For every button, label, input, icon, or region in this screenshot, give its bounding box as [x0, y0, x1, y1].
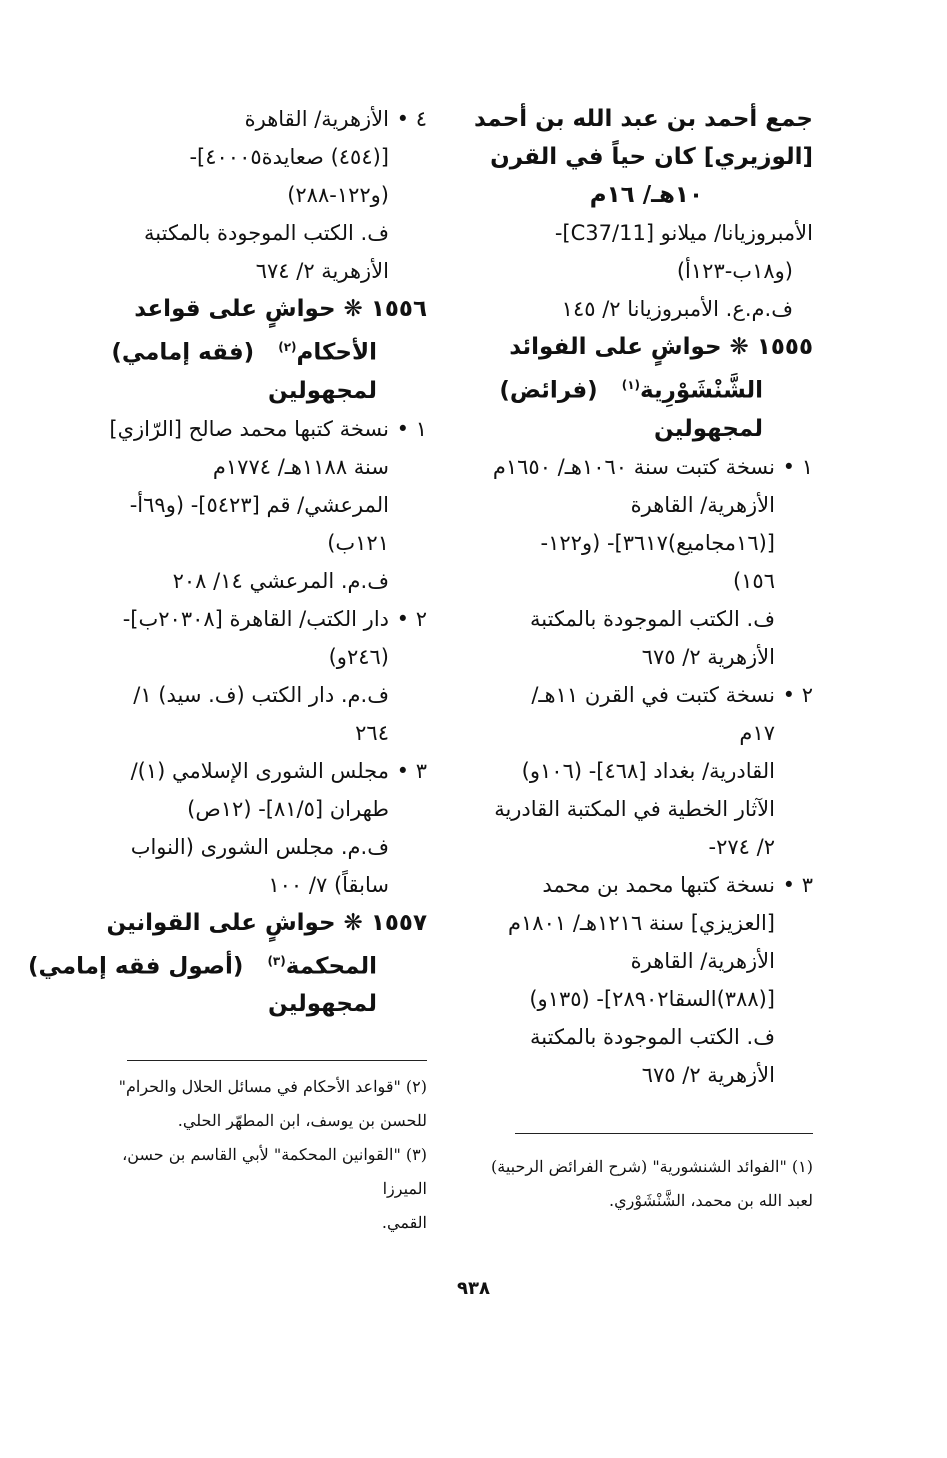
entry-author: لمجهولين [654, 415, 763, 442]
footnote-line: (٣) "القوانين المحكمة" لأبي القاسم بن حسن، الميرزا [122, 1145, 427, 1198]
manuscript-entry [485, 448, 813, 676]
intro-line: ف.م.ع. الأمبروزيانا ٢/ ١٤٥ [561, 297, 793, 321]
footnote-ref: (٣) [267, 953, 286, 968]
manuscript-line: الأزهرية ٢/ ٦٧٤ [255, 259, 389, 283]
manuscript-entry [485, 676, 813, 866]
manuscript-line: ١٢١ب) [327, 530, 389, 555]
manuscript-line: [(٤٥٤) صعايدة٤٠٠٠٥]- [189, 145, 389, 169]
entry-title-1555: ١٥٥٥ ❋ حواشٍ على الفوائد [509, 334, 813, 360]
manuscript-line: ف. الكتب الموجودة بالمكتبة [530, 1024, 775, 1049]
manuscript-line: القادرية/ بغداد [٤٦٨]- (١٠٦و) [521, 758, 775, 783]
manuscript-number: ١ • [782, 454, 813, 479]
entry-subtitle-1556 [97, 328, 427, 372]
intro-line: (و١٨ب-١٢٣أ) [676, 259, 793, 283]
footnote-ref: (١) [621, 378, 641, 392]
manuscript-line: الأزهرية/ القاهرة [630, 492, 775, 517]
intro-line: الأمبروزيانا/ ميلانو [C37/11]- [554, 221, 813, 245]
manuscript-line: نسخة كتبها محمد صالح [الرّازي] [109, 416, 389, 441]
manuscript-line: (و١٢٢-٢٨٨) [287, 183, 389, 207]
footnote-divider [127, 1060, 427, 1061]
manuscript-line: نسخة كتبها محمد بن محمد [542, 872, 775, 897]
manuscript-line: نسخة كتبت في القرن ١١هـ/ [531, 682, 775, 707]
manuscript-line: ف.م. مجلس الشورى (النواب [130, 834, 389, 859]
manuscript-line: سابقاً) ٧/ ١٠٠ [268, 872, 389, 897]
manuscript-line: ٢/ ٢٧٤- [708, 834, 775, 859]
manuscript-line: [(١٦مجاميع)٣٦١٧]- (و١٢٢- [540, 530, 775, 555]
entry-genre: (فقه إمامي) [111, 339, 255, 366]
entry-author: لمجهولين [268, 377, 377, 404]
manuscript-line: الأزهرية ٢/ ٦٧٥ [641, 644, 775, 669]
manuscript-line: الآثار الخطية في المكتبة القادرية [494, 796, 775, 821]
manuscript-line: ف.م. دار الكتب (ف. سيد) ١/ [133, 682, 389, 707]
manuscript-number: ٢ • [396, 606, 427, 631]
manuscript-line: ف.م. المرعشي ١٤/ ٢٠٨ [172, 568, 389, 593]
manuscript-number: ٢ • [782, 682, 813, 707]
entry-name: المحكمة [285, 953, 377, 980]
intro-line: ١٠هـ/ ١٦م [589, 182, 703, 208]
footnote-line: القمي. [381, 1213, 427, 1232]
footnotes-right [478, 1150, 813, 1218]
manuscript-line: ٢٦٤ [355, 720, 389, 745]
manuscript-line: مجلس الشورى الإسلامي (١)/ [130, 758, 389, 783]
entry-title-1556: ١٥٥٦ ❋ حواشٍ على قواعد [134, 296, 427, 322]
manuscript-line: ف. الكتب الموجودة بالمكتبة [144, 221, 389, 245]
entry-subtitle-1557 [28, 942, 427, 986]
manuscript-entry [485, 866, 813, 1094]
footnote-divider [515, 1133, 813, 1134]
footnote-ref: (٢) [278, 340, 297, 354]
manuscript-line: ١٥٦) [732, 568, 775, 593]
manuscript-line: الأزهرية/ القاهرة [244, 107, 389, 131]
manuscript-line: طهران [٨١/٥]- (١٢ص) [187, 796, 389, 821]
manuscript-line: الأزهرية ٢/ ٦٧٥ [641, 1062, 775, 1087]
manuscript-number: ٣ • [782, 872, 813, 897]
footnote-line: لعبد الله بن محمد، الشَّنْشَوْري. [609, 1191, 813, 1210]
entry-author: لمجهولين [268, 991, 377, 1018]
entry-title-1557: ١٥٥٧ ❋ حواشٍ على القوانين [106, 909, 427, 936]
manuscript-line: نسخة كتبت سنة ١٠٦٠هـ/ ١٦٥٠م [492, 454, 775, 479]
manuscript-line: المرعشي/ قم [٥٤٢٣]- (و٦٩أ- [129, 492, 389, 517]
intro-line: [الوزيري] كان حياً في القرن [490, 144, 813, 170]
manuscript-line: [العزيزي] سنة ١٢١٦هـ/ ١٨٠١م [508, 910, 775, 935]
manuscript-line: دار الكتب/ القاهرة [٢٠٣٠٨ب]- [122, 606, 389, 631]
intro-line: جمع أحمد بن عبد الله بن أحمد [474, 106, 813, 132]
manuscript-line: (٢٤٦و) [328, 644, 389, 669]
footnote-line: (١) "الفوائد الشنشورية" (شرح الفرائض الرحبية) [491, 1157, 813, 1176]
manuscript-entry [97, 600, 427, 752]
entry-name: الأحكام [296, 339, 377, 366]
manuscript-line: [(٣٨٨)السقا٢٨٩٠٢]- (١٣٥و) [529, 986, 775, 1011]
footnotes-left [100, 1070, 427, 1240]
entry-genre: (أصول فقه إمامي) [28, 953, 244, 980]
manuscript-line: ف. الكتب الموجودة بالمكتبة [530, 606, 775, 631]
manuscript-entry [97, 100, 427, 290]
manuscript-line: سنة ١١٨٨هـ/ ١٧٧٤م [212, 454, 389, 479]
manuscript-number: ٣ • [396, 758, 427, 783]
left-column [28, 100, 427, 1023]
right-column [474, 100, 813, 1094]
manuscript-entry [97, 752, 427, 904]
page-number: ٩٣٨ [457, 1278, 490, 1299]
manuscript-line: ١٧م [739, 720, 775, 745]
footnote-line: (٢) "قواعد الأحكام في مسائل الحلال والحرام" [118, 1077, 427, 1096]
manuscript-line: الأزهرية/ القاهرة [630, 948, 775, 973]
manuscript-entry [97, 410, 427, 600]
manuscript-number: ٤ • [396, 107, 427, 131]
manuscript-number: ١ • [396, 416, 427, 441]
entry-genre: (فرائض) [499, 377, 598, 404]
footnote-line: للحسن بن يوسف، ابن المطهّر الحلي. [177, 1111, 427, 1130]
entry-subtitle-1555 [485, 366, 813, 410]
entry-name: الشَّنْشَوْرِية [640, 377, 763, 404]
